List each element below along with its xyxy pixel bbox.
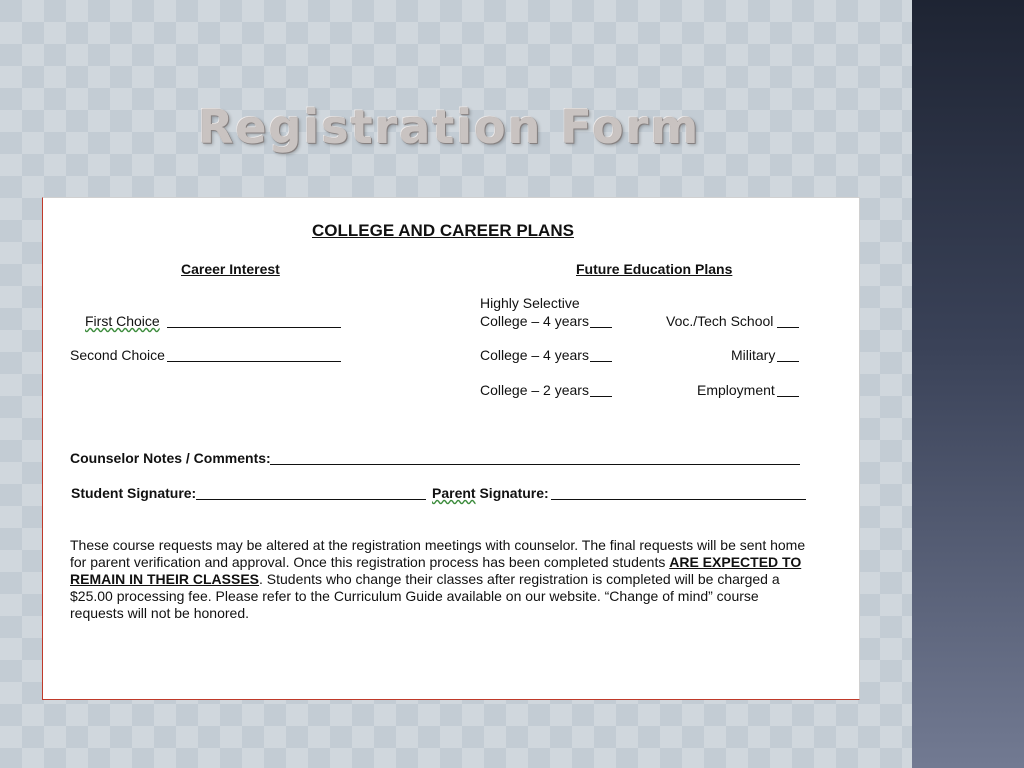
college-4-years-blank[interactable] [590, 361, 612, 362]
military-blank[interactable] [777, 361, 799, 362]
registration-notice [70, 537, 810, 622]
notice-text-part-1: These course requests may be altered at the registration meetings with counselor. The final requests will be sent home for parent verification and approval. Once this registration process has been completed students [70, 537, 806, 570]
future-education-heading: Future Education Plans [576, 261, 733, 277]
notice-text-part-2: . Students who change their classes after registration is completed will be charged a $25.00 processing fee. Please refer to the Curriculum Guide available on our website. “Change of mind” course requests will not be honored. [70, 571, 780, 621]
counselor-notes-label: Counselor Notes / Comments: [70, 450, 271, 466]
selective-college-4-years-label: College – 4 years [480, 313, 589, 329]
highly-selective-label: Highly Selective [480, 295, 580, 311]
first-choice-text: First Choice [85, 313, 160, 329]
second-choice-label: Second Choice [70, 347, 165, 363]
military-label: Military [731, 347, 776, 363]
second-choice-blank[interactable] [167, 361, 341, 362]
parent-signature-label [432, 485, 549, 501]
decorative-side-panel [912, 0, 1024, 768]
college-2-years-blank[interactable] [590, 396, 612, 397]
student-signature-label: Student Signature: [71, 485, 197, 501]
voc-tech-blank[interactable] [777, 327, 799, 328]
parent-signature-blank[interactable] [551, 499, 806, 500]
first-choice-blank[interactable] [167, 327, 341, 328]
college-2-years-label: College – 2 years [480, 382, 589, 398]
slide-title: Registration Form [198, 100, 701, 154]
employment-blank[interactable] [777, 396, 799, 397]
selective-college-4-years-blank[interactable] [590, 327, 612, 328]
college-4-years-label: College – 4 years [480, 347, 589, 363]
employment-label: Employment [697, 382, 775, 398]
document-title: COLLEGE AND CAREER PLANS [312, 221, 574, 240]
notice-emphasis: ARE EXPECTED TO REMAIN IN THEIR CLASSES [70, 554, 802, 587]
registration-form-document [42, 197, 860, 700]
career-interest-heading: Career Interest [181, 261, 280, 277]
parent-signature-text: Signature: [479, 485, 549, 501]
counselor-notes-blank[interactable] [270, 464, 800, 465]
student-signature-blank[interactable] [196, 499, 426, 500]
first-choice-label [85, 313, 160, 329]
parent-word: Parent [432, 485, 476, 501]
voc-tech-label: Voc./Tech School [666, 313, 774, 329]
